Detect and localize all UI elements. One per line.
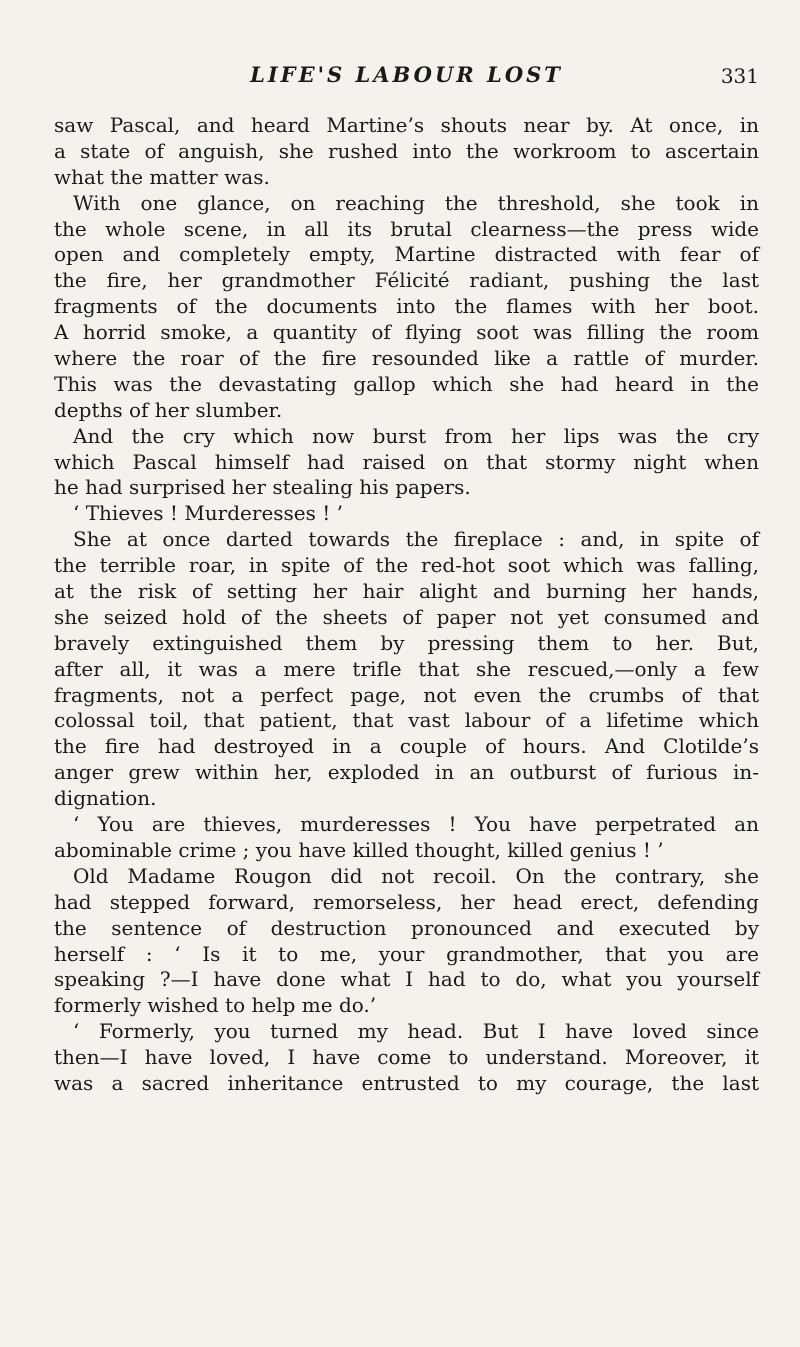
text-line: ‘ Thieves ! Murderesses ! ’ (73, 501, 344, 526)
text-line: he had surprised her stealing his papers. (54, 475, 471, 500)
text-line: Old Madame Rougon did not recoil. On the contrary, she (73, 863, 759, 888)
text-line: a state of anguish, she rushed into the workroom to ascertain (54, 138, 759, 163)
text-line: was a sacred inheritance entrusted to my courage, the last (54, 1070, 759, 1095)
text-line: This was the devastating gallop which she had heard in the (54, 371, 759, 396)
text-line: A horrid smoke, a quantity of flying soot was filling the room (54, 320, 759, 345)
running-title: LIFE'S LABOUR LOST (250, 62, 563, 87)
text-line: then—I have loved, I have come to understand. Moreover, it (54, 1045, 759, 1070)
text-line: abominable crime ; you have killed thought, killed genius ! ’ (54, 837, 664, 862)
body-text (54, 113, 759, 1097)
text-line: ‘ You are thieves, murderesses ! You have perpetrated an (73, 812, 759, 837)
text-line: which Pascal himself had raised on that stormy night when (54, 449, 759, 474)
text-line: the sentence of destruction pronounced and executed by (54, 915, 759, 940)
page-number: 331 (720, 64, 759, 88)
text-line: fragments, not a perfect page, not even the crumbs of that (54, 682, 759, 707)
text-line: where the roar of the fire resounded like a rattle of murder. (54, 346, 759, 371)
text-line: bravely extinguished them by pressing them to her. But, (54, 630, 759, 655)
text-line: dignation. (54, 786, 157, 811)
text-line: saw Pascal, and heard Martine’s shouts near by. At once, in (54, 113, 759, 137)
text-line: colossal toil, that patient, that vast labour of a lifetime which (54, 708, 759, 733)
text-line: the fire had destroyed in a couple of hours. And Clotilde’s (54, 734, 759, 759)
text-line: And the cry which now burst from her lips was the cry (73, 423, 759, 448)
text-line: had stepped forward, remorseless, her head erect, defending (54, 889, 759, 914)
text-line: herself : ‘ Is it to me, your grandmother, that you are (54, 941, 759, 966)
text-line: formerly wished to help me do.’ (54, 993, 377, 1018)
text-line: the terrible roar, in spite of the red-hot soot which was falling, (54, 553, 759, 578)
text-line: anger grew within her, exploded in an outburst of furious in- (54, 760, 759, 785)
text-line: at the risk of setting her hair alight and burning her hands, (54, 579, 759, 604)
text-line: ‘ Formerly, you turned my head. But I have loved since (73, 1019, 759, 1044)
text-line: open and completely empty, Martine distracted with fear of (54, 242, 759, 267)
running-head (54, 62, 759, 92)
text-line: after all, it was a mere trifle that she rescued,—only a few (54, 656, 759, 681)
text-line: With one glance, on reaching the threshold, she took in (73, 190, 759, 215)
text-line: She at once darted towards the fireplace : and, in spite of (73, 527, 759, 552)
text-line: fragments of the documents into the flames with her boot. (54, 294, 759, 319)
text-line: depths of her slumber. (54, 397, 283, 422)
text-line: she seized hold of the sheets of paper not yet consumed and (54, 604, 759, 629)
text-line: the whole scene, in all its brutal clearness—the press wide (54, 216, 759, 241)
text-line: the fire, her grandmother Félicité radiant, pushing the last (54, 268, 759, 293)
text-line: speaking ?—I have done what I had to do, what you yourself (54, 967, 759, 992)
text-line: what the matter was. (54, 164, 270, 189)
